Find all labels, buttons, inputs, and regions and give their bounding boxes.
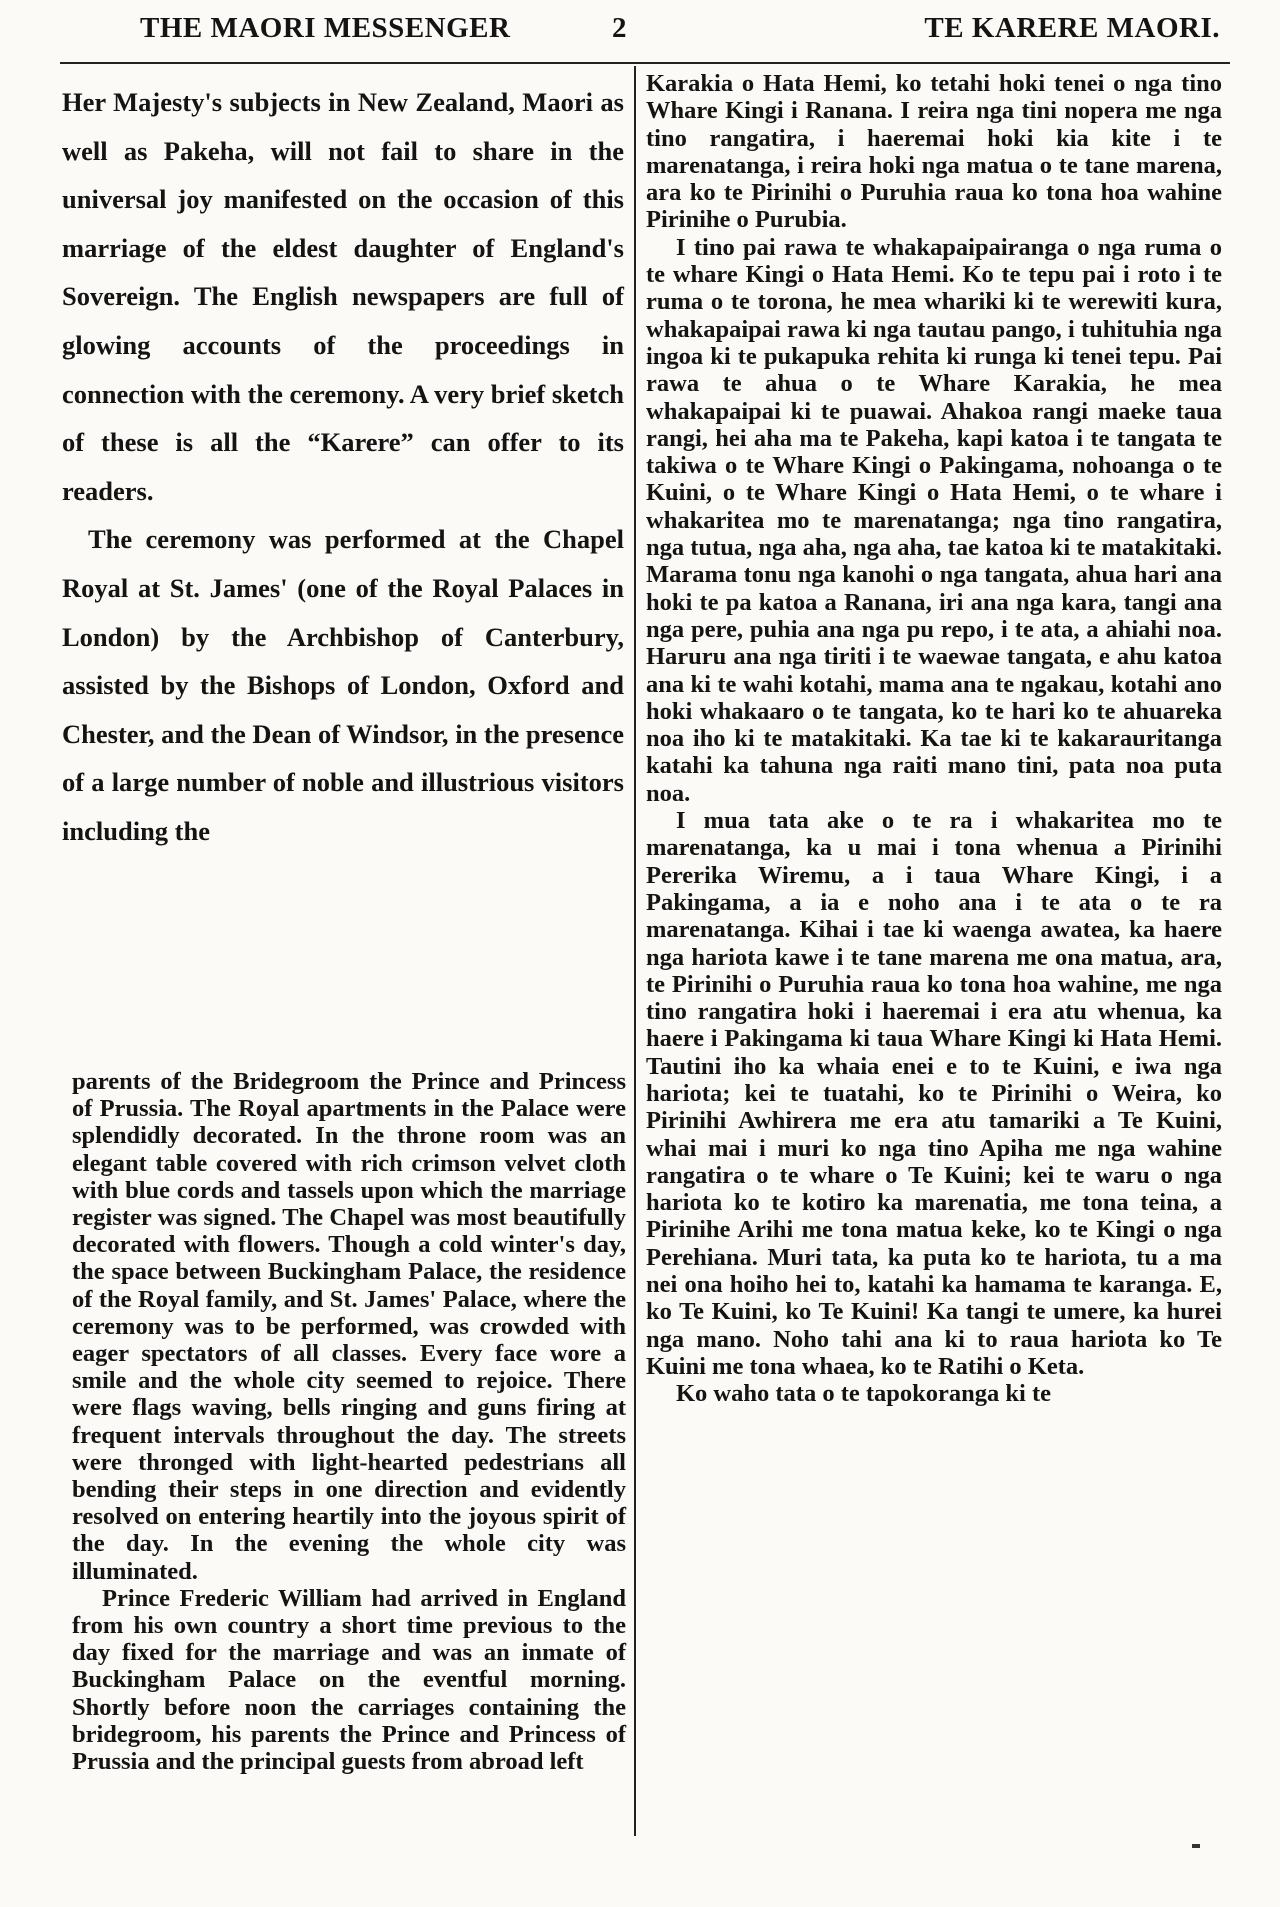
masthead-maori: TE KARERE MAORI.: [924, 12, 1220, 44]
page-number: 2: [612, 12, 627, 44]
english-column-top: [62, 78, 624, 856]
english-paragraph-2: The ceremony was performed at the Chapel Royal at St. James' (one of the Royal Palaces in London) by the Archbishop of Canterbury, assisted by the Bishops of London, Oxford and Chester, and the Dean of Windsor, in the presence of a large number of noble and illustrious visitors including the: [62, 524, 624, 846]
masthead-english: THE MAORI MESSENGER: [140, 12, 511, 44]
ink-mark: [1192, 1844, 1200, 1848]
column-divider: [634, 66, 636, 1836]
header-rule: [60, 62, 1230, 64]
maori-paragraph-4: Ko waho tata o te tapokoranga ki te: [676, 1380, 1051, 1408]
english-paragraph-3: Prince Frederic William had arrived in England from his own country a short time previous to the day fixed for the marriage and was an inmate of Buckingham Palace on the eventful morning. Shortly before noon the carriages containing the bridegroom, his parents the Prince and Princess of Prussia and the principal guests from abroad left: [72, 1584, 626, 1776]
maori-column: [646, 70, 1222, 1408]
english-paragraph-1: Her Majesty's subjects in New Zealand, Maori as well as Pakeha, will not fail to share in the universal joy manifested on the occasion of this marriage of the eldest daughter of England's Sovereign. The English newspapers are full of glowing accounts of the proceedings in connection with the ceremony. A very brief sketch of these is all the “Karere” can offer to its readers.: [62, 87, 624, 506]
maori-paragraph-1: Karakia o Hata Hemi, ko tetahi hoki tenei o nga tino Whare Kingi i Ranana. I reira nga tini nopera me nga tino rangatira, i haeremai hoki kia kite i te marenatanga, i reira hoki nga matua o te tane marena, ara ko te Pirinihi o Puruhia raua ko tona hoa wahine Pirinihe o Purubia.: [646, 70, 1222, 234]
maori-paragraph-2: I tino pai rawa te whakapaipairanga o nga ruma o te whare Kingi o Hata Hemi. Ko te tepu pai i roto i te ruma o te torona, he mea whariki ki te werewiti kura, whakapaipai rawa ki nga tautau pango, i tuhituhia nga ingoa ki te pukapuka rehita ki runga ki tenei tepu. Pai rawa te ahua o te Whare Karakia, he mea whakapaipai ki te puawai. Ahakoa rangi maeke taua rangi, hei aha ma te Pakeha, kapi katoa i te tangata te takiwa o te Whare Kingi o Pakingama, nohoanga o te Kuini, o te Whare Kingi o Hata Hemi, o te whare i whakaritea mo te marenatanga; nga tino rangatira, nga tutua, nga aha, nga aha, tae katoa ki te matakitaki. Marama tonu nga kanohi o nga tangata, ahua hari ana hoki te pa katoa a Ranana, iri ana nga kara, tangi ana nga pere, puhia ana nga pu repo, i te ata, a ahiahi noa. Haruru ana nga tiriti i te waewae tangata, e ahu katoa ana ki te wahi kotahi, mama ana te ngakau, kotahi ano hoki whakaaro o te tangata, ko te hari ko te ahuareka noa iho ki te matakitaki. Ka tae ki te kakarauritanga katahi ka tahuna nga raiti mano tini, pata noa puta noa.: [646, 233, 1222, 807]
page-header: [140, 6, 1220, 50]
maori-paragraph-3: I mua tata ake o te ra i whakaritea mo te marenatanga, ka u mai i tona whenua a Pirinihi Pererika Wiremu, a i taua Whare Kingi, i a Pakingama, a ia e noho ana i te ata o te ra marenatanga. Kihai i tae ki waenga awatea, ka haere nga hariota kawe i te tane marena me ona matua, ara, te Pirinihi o Puruhia raua ko tona hoa wahine, me nga tino rangatira hoki i haeremai i era atu whenua, ka haere i Pakingama ki taua Whare Kingi ki Hata Hemi. Tautini iho ka whaia enei e to te Kuini, e iwa nga hariota; kei te tuatahi, ko te Pirinihi o Weira, ko Pirinihi Awhirera me era atu tamariki a Te Kuini, whai mai i muri ko nga tino Apiha me nga wahine rangatira o te whare o Te Kuini; kei te waru o nga hariota ko te kotiro ka marenatia, me tona teina, a Pirinihe Arihi me tona matua keke, ko te Kingi o nga Perehiana. Muri tata, ka puta ko te hariota, tu a ma nei ona hoiho hei to, katahi ka hamama te karanga. E, ko Te Kuini, ko Te Kuini! Ka tangi te umere, ka hurei nga mano. Noho tahi ana ki to raua hariota ko Te Kuini me tona whaea, ko te Ratihi o Keta.: [646, 807, 1222, 1380]
english-paragraph-2-continued: parents of the Bridegroom the Prince and Princess of Prussia. The Royal apartments in the Palace were splendidly decorated. In the throne room was an elegant table covered with rich crimson velvet cloth with blue cords and tassels upon which the marriage register was signed. The Chapel was most beautifully decorated with flowers. Though a cold winter's day, the space between Buckingham Palace, the residence of the Royal family, and St. James' Palace, where the ceremony was to be performed, was crowded with eager spectators of all classes. Every face wore a smile and the whole city seemed to rejoice. There were flags waving, bells ringing and guns firing at frequent intervals throughout the day. The streets were thronged with light-hearted pedestrians all bending their steps in one direction and evidently resolved on entering heartily into the joyous spirit of the day. In the evening the whole city was illuminated.: [72, 1068, 626, 1585]
english-column-bottom: [72, 1068, 626, 1775]
